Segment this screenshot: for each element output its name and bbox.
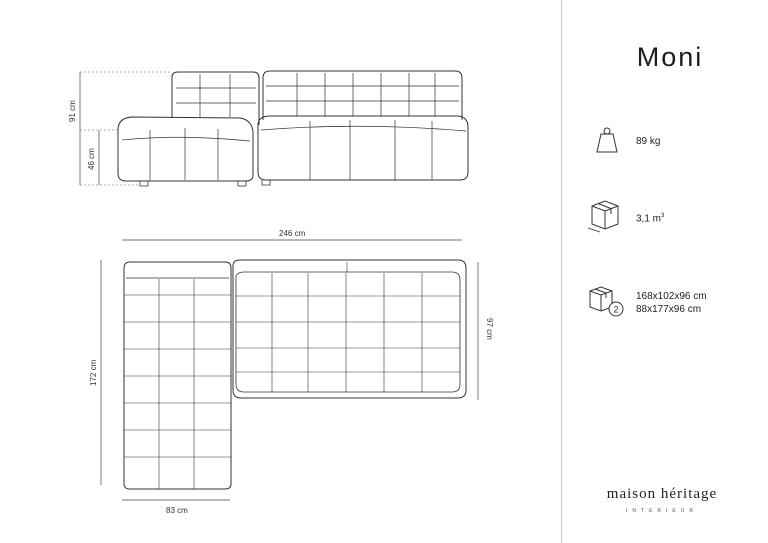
box-icon xyxy=(588,201,618,232)
height-total-label: 91 cm xyxy=(68,100,77,122)
width-total-label: 246 cm xyxy=(279,229,306,238)
main-depth-label: 97 cm xyxy=(485,318,494,340)
volume-number: 3,1 m xyxy=(636,213,662,225)
package-2-dimensions: 88x177x96 cm xyxy=(636,304,702,315)
brand-subtitle: INTERIEUR xyxy=(626,508,698,514)
weight-icon xyxy=(597,128,617,152)
weight-value: 89 kg xyxy=(636,136,661,147)
chaise-width-label: 83 cm xyxy=(166,506,188,515)
sofa-front-view xyxy=(118,71,468,186)
seat-height-label: 46 cm xyxy=(87,148,96,170)
volume-value xyxy=(636,210,664,225)
package-count: 2 xyxy=(613,304,619,315)
product-title: Moni xyxy=(636,42,704,72)
sofa-top-view xyxy=(124,260,466,489)
chaise-depth-label: 172 cm xyxy=(89,359,98,386)
brand-logo: maison héritage xyxy=(606,486,718,502)
volume-superscript: 3 xyxy=(661,213,665,219)
package-1-dimensions: 168x102x96 cm xyxy=(636,291,707,302)
